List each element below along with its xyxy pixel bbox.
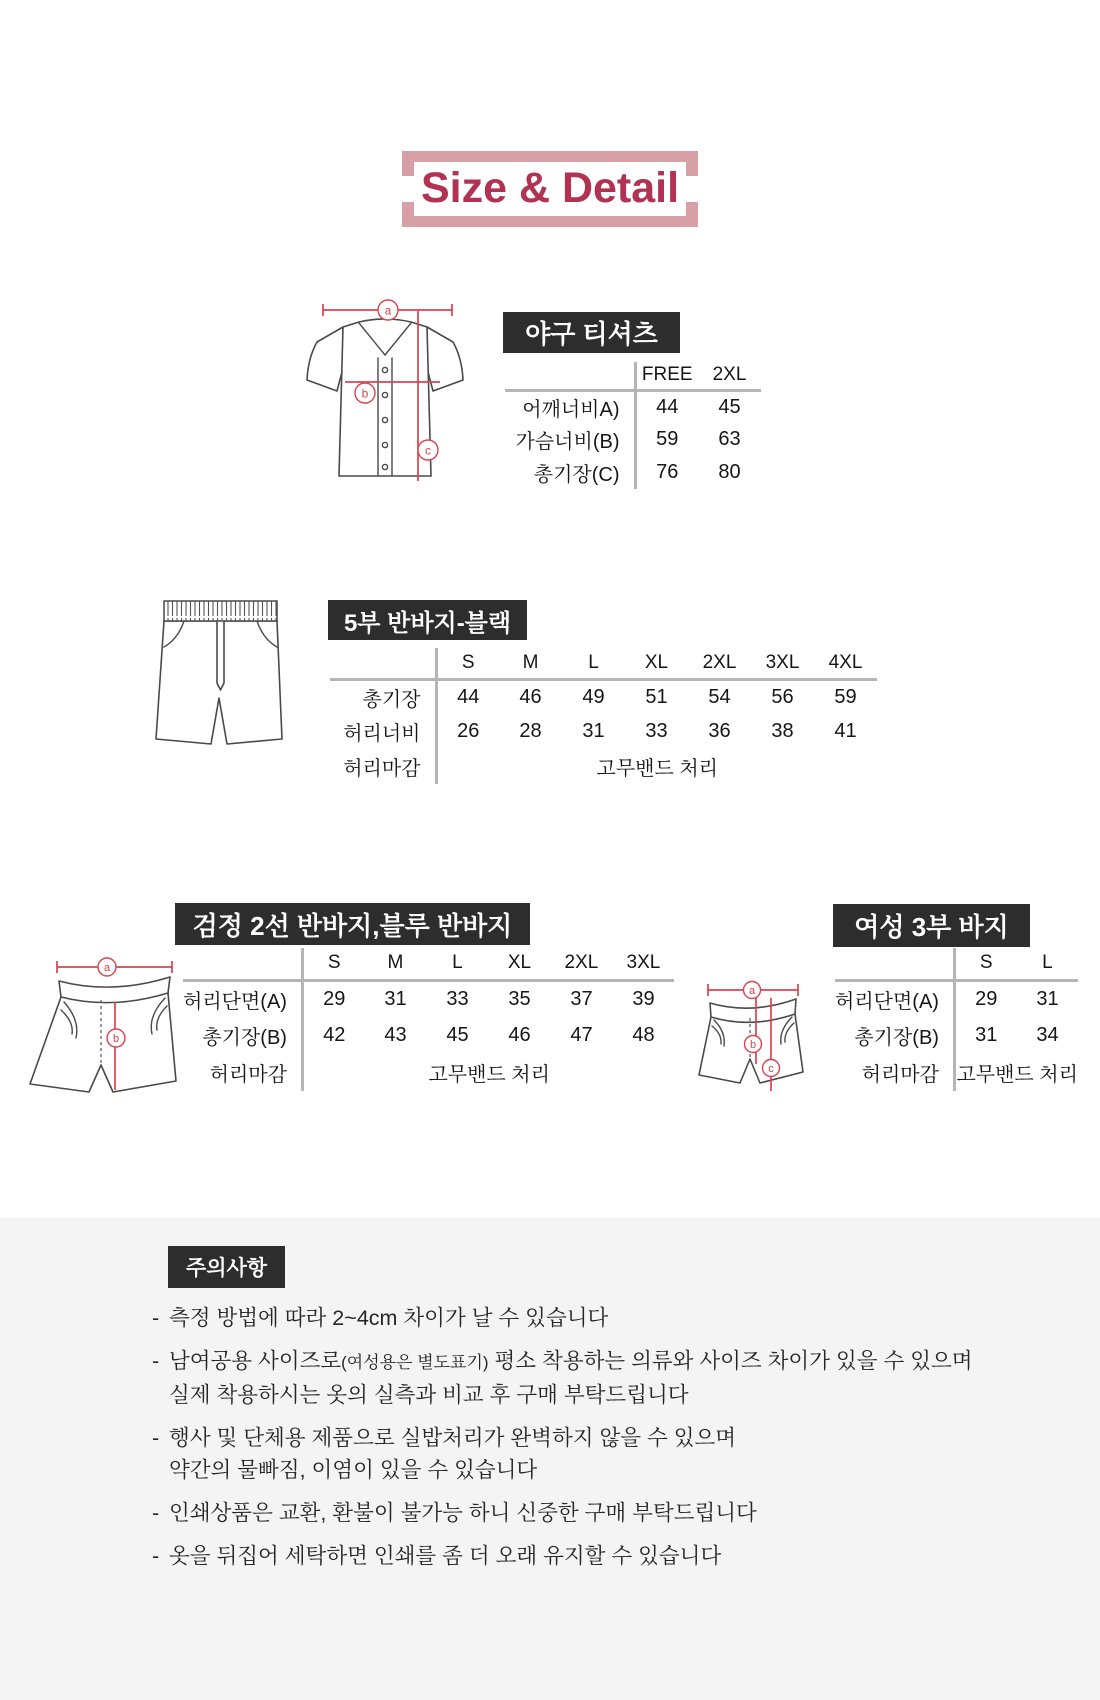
size-cell: 63 xyxy=(718,428,741,450)
svg-text:a: a xyxy=(103,962,111,974)
section-label-tshirt: 야구 티셔츠 xyxy=(503,312,680,353)
size-row-label: 허리단면(A) xyxy=(183,990,287,1013)
size-cell: 45 xyxy=(718,395,741,418)
size-row xyxy=(183,1054,674,1091)
size-col-header: 2XL xyxy=(550,948,612,980)
title-frame-top-bracket xyxy=(402,151,698,162)
size-header-row xyxy=(330,648,877,679)
size-cell: 47 xyxy=(570,1024,593,1046)
size-row xyxy=(505,390,761,423)
shorts2line-sketch xyxy=(30,977,176,1092)
size-cell: 29 xyxy=(954,980,1016,1017)
notice-text: 행사 및 단체용 제품으로 실밥처리가 완벽하지 않을 수 있으며 xyxy=(169,1426,737,1450)
size-header-row xyxy=(183,948,674,980)
svg-text:a: a xyxy=(384,303,392,318)
size-row-label: 총기장(B) xyxy=(854,1027,939,1049)
size-cell: 80 xyxy=(718,461,741,483)
women3-size-table xyxy=(835,948,1078,1091)
notice-text: (여성용은 별도표기) xyxy=(341,1353,489,1372)
size-cell: 59 xyxy=(635,423,698,456)
notice-line xyxy=(152,1497,1062,1529)
elastic-waistband xyxy=(164,601,277,621)
shorts5-size-table xyxy=(330,648,877,784)
size-cell: 46 xyxy=(508,1024,531,1046)
size-col-header: FREE xyxy=(635,362,698,390)
size-col-header: XL xyxy=(488,948,550,980)
size-cell: 28 xyxy=(519,720,542,742)
size-row xyxy=(505,423,761,456)
size-row xyxy=(183,1017,674,1054)
size-col-header: 2XL xyxy=(688,648,751,679)
size-cell: 29 xyxy=(302,980,364,1017)
size-col-header: L xyxy=(562,648,625,679)
size-row-label: 총기장 xyxy=(362,688,421,711)
notice-line xyxy=(152,1540,1062,1572)
women3-illustration xyxy=(695,972,809,1098)
size-row-label: 어깨너비A) xyxy=(522,398,620,421)
size-cell: 36 xyxy=(708,720,731,742)
size-col-header: 3XL xyxy=(612,948,674,980)
size-row-label: 허리단면(A) xyxy=(835,990,939,1013)
size-cell: 26 xyxy=(436,714,499,749)
size-row xyxy=(330,714,877,749)
size-row xyxy=(505,456,761,489)
shorts5-sketch xyxy=(156,601,282,744)
size-col-header: M xyxy=(499,648,562,679)
size-row-label: 가슴너비(B) xyxy=(515,431,620,453)
notice-text: 평소 착용하는 의류와 사이즈 차이가 있을 수 있으며 xyxy=(488,1349,973,1373)
notice-text: 인쇄상품은 교환, 환불이 불가능 하니 신중한 구매 부탁드립니다 xyxy=(169,1501,757,1525)
size-row-label: 허리너비 xyxy=(343,723,421,745)
size-col-header: M xyxy=(364,948,426,980)
tshirt-illustration xyxy=(295,270,475,485)
measure-marker-a xyxy=(378,300,398,320)
size-col-header: S xyxy=(302,948,364,980)
size-span-cell: 고무밴드 처리 xyxy=(302,1054,674,1091)
tshirt-size-table xyxy=(505,362,761,489)
notice-item xyxy=(152,1497,1062,1529)
svg-text:b: b xyxy=(361,386,369,401)
section-label-women3: 여성 3부 바지 xyxy=(833,904,1030,947)
size-col-header: 4XL xyxy=(814,648,877,679)
svg-text:b: b xyxy=(112,1033,120,1045)
notice-bullet: - xyxy=(152,1426,160,1450)
shorts5-illustration xyxy=(148,597,293,749)
size-span-cell: 고무밴드 처리 xyxy=(436,749,877,784)
size-cell: 35 xyxy=(508,987,531,1010)
size-row-label: 허리마감 xyxy=(343,758,421,780)
size-table-corner xyxy=(183,948,302,980)
notice-item xyxy=(152,1422,1062,1486)
size-row xyxy=(183,980,674,1017)
notice-bullet: - xyxy=(152,1501,160,1525)
size-table-corner xyxy=(330,648,436,679)
size-cell: 42 xyxy=(302,1017,364,1054)
size-table xyxy=(505,362,761,489)
notice-text: 측정 방법에 따라 2~4cm 차이가 날 수 있습니다 xyxy=(169,1306,609,1330)
measure-marker-c xyxy=(763,1060,780,1077)
size-cell: 33 xyxy=(645,720,668,742)
size-cell: 45 xyxy=(446,1024,469,1046)
size-row-label: 총기장(B) xyxy=(202,1027,287,1049)
size-cell: 49 xyxy=(582,685,605,708)
measure-marker-b xyxy=(745,1036,762,1053)
svg-text:b: b xyxy=(749,1039,757,1051)
size-row xyxy=(330,679,877,714)
measure-marker-b xyxy=(355,383,375,403)
size-header-row xyxy=(835,948,1078,980)
size-cell: 46 xyxy=(519,685,542,708)
notice-label: 주의사항 xyxy=(168,1246,285,1288)
size-table-corner xyxy=(505,362,635,390)
notice-section xyxy=(0,1218,1100,1700)
notice-line-continued: 실제 착용하시는 옷의 실측과 비교 후 구매 부탁드립니다 xyxy=(169,1383,689,1407)
shorts2line-size-table xyxy=(183,948,674,1091)
size-row xyxy=(835,980,1078,1017)
notice-text: 옷을 뒤집어 세탁하면 인쇄를 좀 더 오래 유지할 수 있습니다 xyxy=(169,1544,722,1568)
notice-list xyxy=(152,1302,1062,1583)
size-cell: 31 xyxy=(954,1017,1016,1054)
shorts2line-illustration xyxy=(12,950,184,1095)
size-table xyxy=(330,648,877,784)
svg-text:c: c xyxy=(768,1063,774,1075)
notice-line xyxy=(152,1422,1062,1454)
size-cell: 34 xyxy=(1036,1024,1059,1046)
size-row xyxy=(835,1017,1078,1054)
size-table xyxy=(183,948,674,1091)
size-col-header: S xyxy=(436,648,499,679)
size-cell: 37 xyxy=(570,987,593,1010)
size-cell: 31 xyxy=(384,987,407,1010)
notice-item xyxy=(152,1302,1062,1334)
size-col-header: L xyxy=(1016,948,1078,980)
size-span-cell: 고무밴드 처리 xyxy=(954,1054,1078,1091)
notice-item xyxy=(152,1345,1062,1411)
size-table xyxy=(835,948,1078,1091)
page-title-frame xyxy=(402,151,698,227)
notice-line xyxy=(152,1345,1062,1379)
size-header-row xyxy=(505,362,761,390)
size-cell: 41 xyxy=(834,720,857,742)
measure-marker-b xyxy=(107,1029,125,1047)
size-cell: 31 xyxy=(582,720,605,742)
measure-marker-a xyxy=(98,958,116,976)
size-table-corner xyxy=(835,948,954,980)
tshirt-sketch xyxy=(307,319,463,476)
size-col-header: 2XL xyxy=(698,362,761,390)
size-col-header: 3XL xyxy=(751,648,814,679)
size-row-label: 허리마감 xyxy=(209,1064,287,1086)
size-row-label: 허리마감 xyxy=(861,1064,939,1086)
size-row-label: 총기장(C) xyxy=(533,464,620,486)
size-col-header: S xyxy=(954,948,1016,980)
size-cell: 56 xyxy=(771,685,794,708)
size-row xyxy=(330,749,877,784)
size-cell: 44 xyxy=(436,679,499,714)
size-col-header: L xyxy=(426,948,488,980)
title-frame-bottom-bracket xyxy=(402,216,698,227)
size-cell: 48 xyxy=(632,1024,655,1046)
size-cell: 39 xyxy=(632,987,655,1010)
notice-line xyxy=(152,1302,1062,1334)
notice-bullet: - xyxy=(152,1349,160,1373)
size-cell: 38 xyxy=(771,720,794,742)
svg-text:a: a xyxy=(748,985,756,997)
size-cell: 31 xyxy=(1036,987,1059,1010)
size-cell: 54 xyxy=(708,685,731,708)
notice-text: 남여공용 사이즈로 xyxy=(169,1349,342,1373)
page-title: Size & Detail xyxy=(420,164,680,212)
notice-line-continued: 약간의 물빠짐, 이염이 있을 수 있습니다 xyxy=(169,1458,538,1482)
size-cell: 51 xyxy=(645,685,668,708)
section-label-shorts2line: 검정 2선 반바지,블루 반바지 xyxy=(175,903,530,945)
size-cell: 76 xyxy=(635,456,698,489)
measure-marker-c xyxy=(418,440,438,460)
measure-marker-a xyxy=(744,982,761,999)
size-col-header: XL xyxy=(625,648,688,679)
size-cell: 59 xyxy=(834,685,857,708)
svg-text:c: c xyxy=(425,443,431,458)
notice-item xyxy=(152,1540,1062,1572)
notice-bullet: - xyxy=(152,1544,160,1568)
size-cell: 43 xyxy=(384,1024,407,1046)
size-row xyxy=(835,1054,1078,1091)
section-label-shorts5: 5부 반바지-블랙 xyxy=(328,600,527,640)
size-cell: 33 xyxy=(446,987,469,1010)
size-cell: 44 xyxy=(635,390,698,423)
notice-bullet: - xyxy=(152,1306,160,1330)
